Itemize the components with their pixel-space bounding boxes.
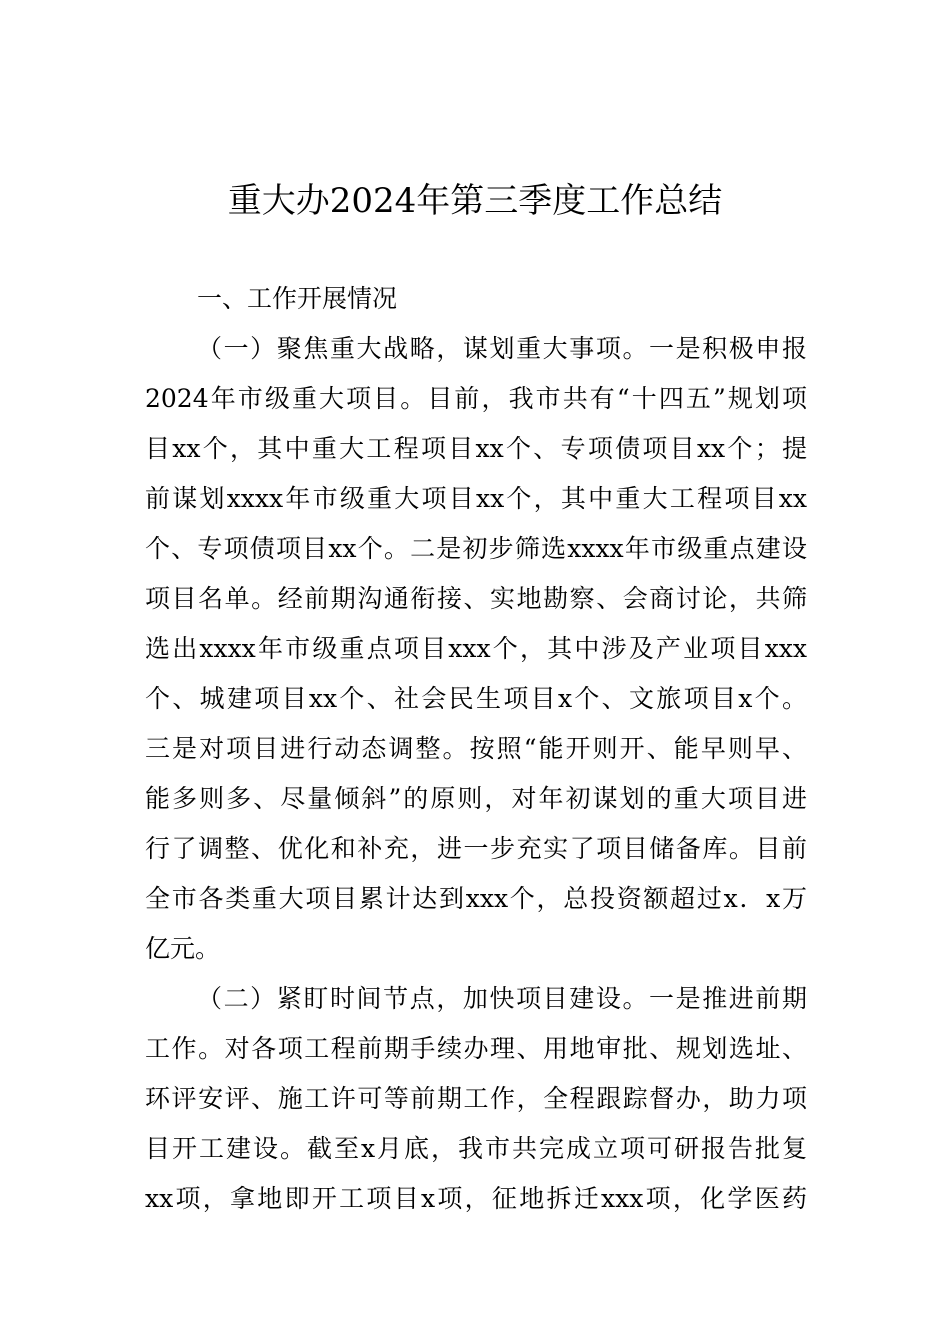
paragraph-line: 项目名单。经前期沟通衔接、实地勘察、会商讨论，共筛 bbox=[145, 584, 807, 613]
paragraph-line: 能多则多、尽量倾斜”的原则，对年初谋划的重大项目进 bbox=[145, 784, 807, 813]
paragraph-line: xx项，拿地即开工项目x项，征地拆迁xxx项，化学医药 bbox=[145, 1184, 807, 1213]
paragraph-line: 个、专项债项目xx个。二是初步筛选xxxx年市级重点建设 bbox=[145, 534, 807, 563]
paragraph-line: 选出xxxx年市级重点项目xxx个，其中涉及产业项目xxx bbox=[145, 634, 807, 663]
paragraph-line: 工作。对各项工程前期手续办理、用地审批、规划选址、 bbox=[145, 1034, 807, 1063]
paragraph-line: 前谋划xxxx年市级重大项目xx个，其中重大工程项目xx bbox=[145, 484, 807, 513]
paragraph-line: 目xx个，其中重大工程项目xx个、专项债项目xx个；提 bbox=[145, 434, 807, 463]
document-body bbox=[145, 274, 807, 1224]
paragraph-line: 目开工建设。截至x月底，我市共完成立项可研报告批复 bbox=[145, 1134, 807, 1163]
paragraph-line: 全市各类重大项目累计达到xxx个，总投资额超过x．x万 bbox=[145, 884, 807, 913]
paragraph-line: 三是对项目进行动态调整。按照“能开则开、能早则早、 bbox=[145, 734, 807, 763]
paragraph-line: 个、城建项目xx个、社会民生项目x个、文旅项目x个。 bbox=[145, 684, 807, 713]
paragraph-line: 行了调整、优化和补充，进一步充实了项目储备库。目前 bbox=[145, 834, 807, 863]
paragraph-line: 环评安评、施工许可等前期工作，全程跟踪督办，助力项 bbox=[145, 1084, 807, 1113]
section-heading: 一、工作开展情况 bbox=[197, 284, 398, 313]
paragraph-line: 亿元。 bbox=[145, 934, 221, 963]
document-title: 重大办2024年第三季度工作总结 bbox=[227, 181, 723, 221]
paragraph-line: （二）紧盯时间节点，加快项目建设。一是推进前期 bbox=[197, 984, 807, 1013]
paragraph-line: 2024年市级重大项目。目前，我市共有“十四五”规划项 bbox=[145, 384, 807, 413]
paragraph-line: （一）聚焦重大战略，谋划重大事项。一是积极申报 bbox=[197, 334, 807, 363]
